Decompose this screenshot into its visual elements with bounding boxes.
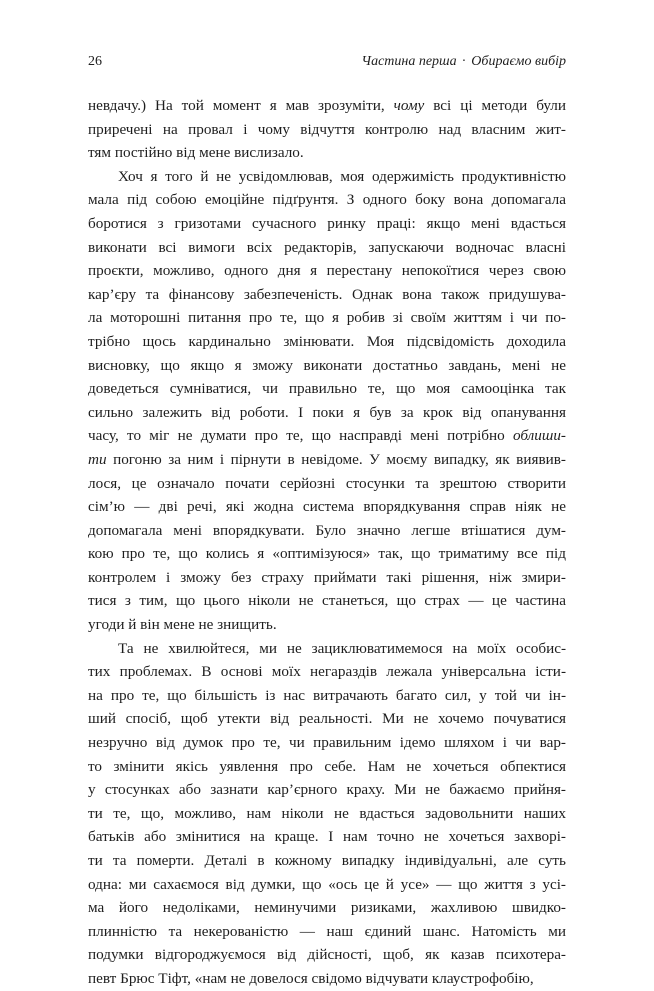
text-run: приречені на провал і чому відчуття контролю над власним жит-	[88, 120, 566, 138]
text-run: то змінити якісь уявлення про себе. Нам не хочеться обпектися	[88, 757, 566, 775]
text-line	[88, 495, 566, 519]
body-text	[88, 94, 566, 991]
text-line	[88, 566, 566, 590]
text-run: тям постійно від мене вислизало.	[88, 144, 304, 162]
text-run: боротися з гризотами сучасного ринку праці: якщо мені вдасться	[88, 214, 566, 232]
text-line	[88, 188, 566, 212]
text-line	[88, 401, 566, 425]
text-run: Хоч я того й не усвідомлював, моя одержимість продуктивністю	[118, 167, 566, 185]
paragraph	[88, 94, 566, 165]
text-line	[88, 825, 566, 849]
running-head	[88, 52, 566, 72]
text-run: ма його недоліками, неминучими ризиками, жахливою швидко-	[88, 899, 566, 917]
text-line	[88, 330, 566, 354]
text-run: висновку, що якщо я зможу виконати достатньо завдань, мені не	[88, 356, 566, 374]
text-line	[88, 731, 566, 755]
italic-text: чому	[393, 97, 425, 114]
section-title	[361, 52, 566, 72]
text-line	[88, 377, 566, 401]
text-line	[88, 613, 566, 637]
paragraph	[88, 165, 566, 637]
text-line	[88, 684, 566, 708]
text-line	[88, 118, 566, 142]
text-run: тих проблемах. В основі моїх негараздів лежала універсальна істи-	[88, 663, 566, 681]
text-line	[88, 589, 566, 613]
text-run: тися з тим, що цього ніколи не станеться, що страх — це частина	[88, 592, 566, 610]
text-line	[88, 943, 566, 967]
text-line	[88, 778, 566, 802]
text-run: певт Брюс Тіфт, «нам не довелося свідомо відчувати клаустрофобію,	[88, 969, 534, 987]
paragraph	[88, 637, 566, 991]
text-line	[88, 542, 566, 566]
text-line	[88, 849, 566, 873]
text-line	[88, 424, 566, 448]
text-line	[88, 707, 566, 731]
text-run: всі ці методи були	[424, 97, 566, 114]
text-run: кар’єру та фінансову забезпеченість. Однак вона також придушува-	[88, 285, 566, 303]
text-run: трібно щось кардинально змінювати. Моя підсвідомість доходила	[88, 332, 566, 350]
text-line	[88, 141, 566, 165]
text-run: невдачу.) На той момент я мав зрозуміти,	[88, 97, 394, 114]
text-line	[88, 212, 566, 236]
text-line	[88, 448, 566, 472]
text-line	[88, 165, 566, 189]
text-line	[88, 472, 566, 496]
text-line	[88, 519, 566, 543]
text-line	[88, 354, 566, 378]
text-run: одна: ми сахаємося від думки, що «ось це й усе» — що життя з усі-	[88, 875, 566, 893]
text-run: угоди й він мене не знищить.	[88, 616, 277, 634]
text-line	[88, 283, 566, 307]
text-run: погоню за ним і пірнути в невідоме. У моєму випадку, як виявив-	[106, 450, 566, 468]
text-run: допомагала мені впорядкувати. Було значно легше втішатися дум-	[88, 521, 566, 539]
text-run: Та не хвилюйтеся, ми не зациклюватимемося на моїх особис-	[118, 639, 566, 657]
part-title: Частина перша	[361, 54, 457, 69]
text-run: у стосунках або зазнати кар’єрного краху. Ми не бажаємо прийня-	[88, 781, 566, 799]
text-line	[88, 660, 566, 684]
title-separator: ·	[461, 54, 467, 69]
text-line	[88, 236, 566, 260]
text-line	[88, 967, 566, 991]
text-line	[88, 637, 566, 661]
text-line	[88, 873, 566, 897]
text-run: плинністю та некерованістю — наш єдиний шанс. Натомість ми	[88, 922, 566, 940]
text-line	[88, 259, 566, 283]
text-run: сім’ю — дві речі, які жодна система впорядкування справ ніяк не	[88, 498, 566, 516]
text-run: лося, це означало почати серйозні стосунки та зрештою створити	[88, 474, 566, 492]
text-run: ти та померти. Деталі в кожному випадку індивідуальні, але суть	[88, 852, 566, 869]
text-run: ший спосіб, щоб утекти від реальності. Ми не хочемо почуватися	[88, 710, 566, 728]
text-run: на про те, що більшість із нас витрачають багато сил, у той чи ін-	[88, 686, 566, 704]
text-line	[88, 755, 566, 779]
text-run: подумки відгороджуємося від дійсності, щоб, як казав психотера-	[88, 946, 566, 964]
text-run: сильно залежить від роботи. І поки я був за крок від опанування	[88, 403, 566, 421]
text-run: незручно від думок про те, чи правильним ідемо шляхом і чи вар-	[88, 734, 566, 752]
text-run: виконати всі вимоги всіх редакторів, запускаючи водночас власні	[88, 238, 566, 256]
text-run: часу, то міг не думати про те, що насправді мені потрібно	[88, 427, 513, 445]
text-run: контролем і зможу без страху приймати такі рішення, ніж змири-	[88, 568, 566, 586]
text-run: доведеться сумніватися, чи правильно те, що моя самооцінка так	[88, 380, 566, 398]
text-run: кою про те, що колись я «оптимізуюся» так, що триматиму все під	[88, 545, 566, 563]
italic-text: облиши-	[513, 427, 566, 445]
page-number: 26	[88, 54, 102, 69]
text-run: ти те, що, можливо, нам ніколи не вдасться задовольнити наших	[88, 804, 566, 822]
text-run: ла моторошні питання про те, що я робив зі своїм життям і чи по-	[88, 309, 566, 327]
text-line	[88, 920, 566, 944]
text-run: проєкти, можливо, одного дня я перестану непокоїтися через свою	[88, 262, 566, 280]
italic-text: ти	[88, 450, 107, 468]
text-line	[88, 896, 566, 920]
text-line	[88, 306, 566, 330]
text-run: мала під собою емоційне підґрунтя. З одного боку вона допомагала	[88, 191, 566, 209]
chapter-title: Обираємо вибір	[471, 54, 566, 69]
text-run: батьків або змінитися на краще. І нам точно не хочеться захворі-	[88, 828, 566, 846]
text-line	[88, 802, 566, 826]
text-line	[88, 94, 566, 118]
